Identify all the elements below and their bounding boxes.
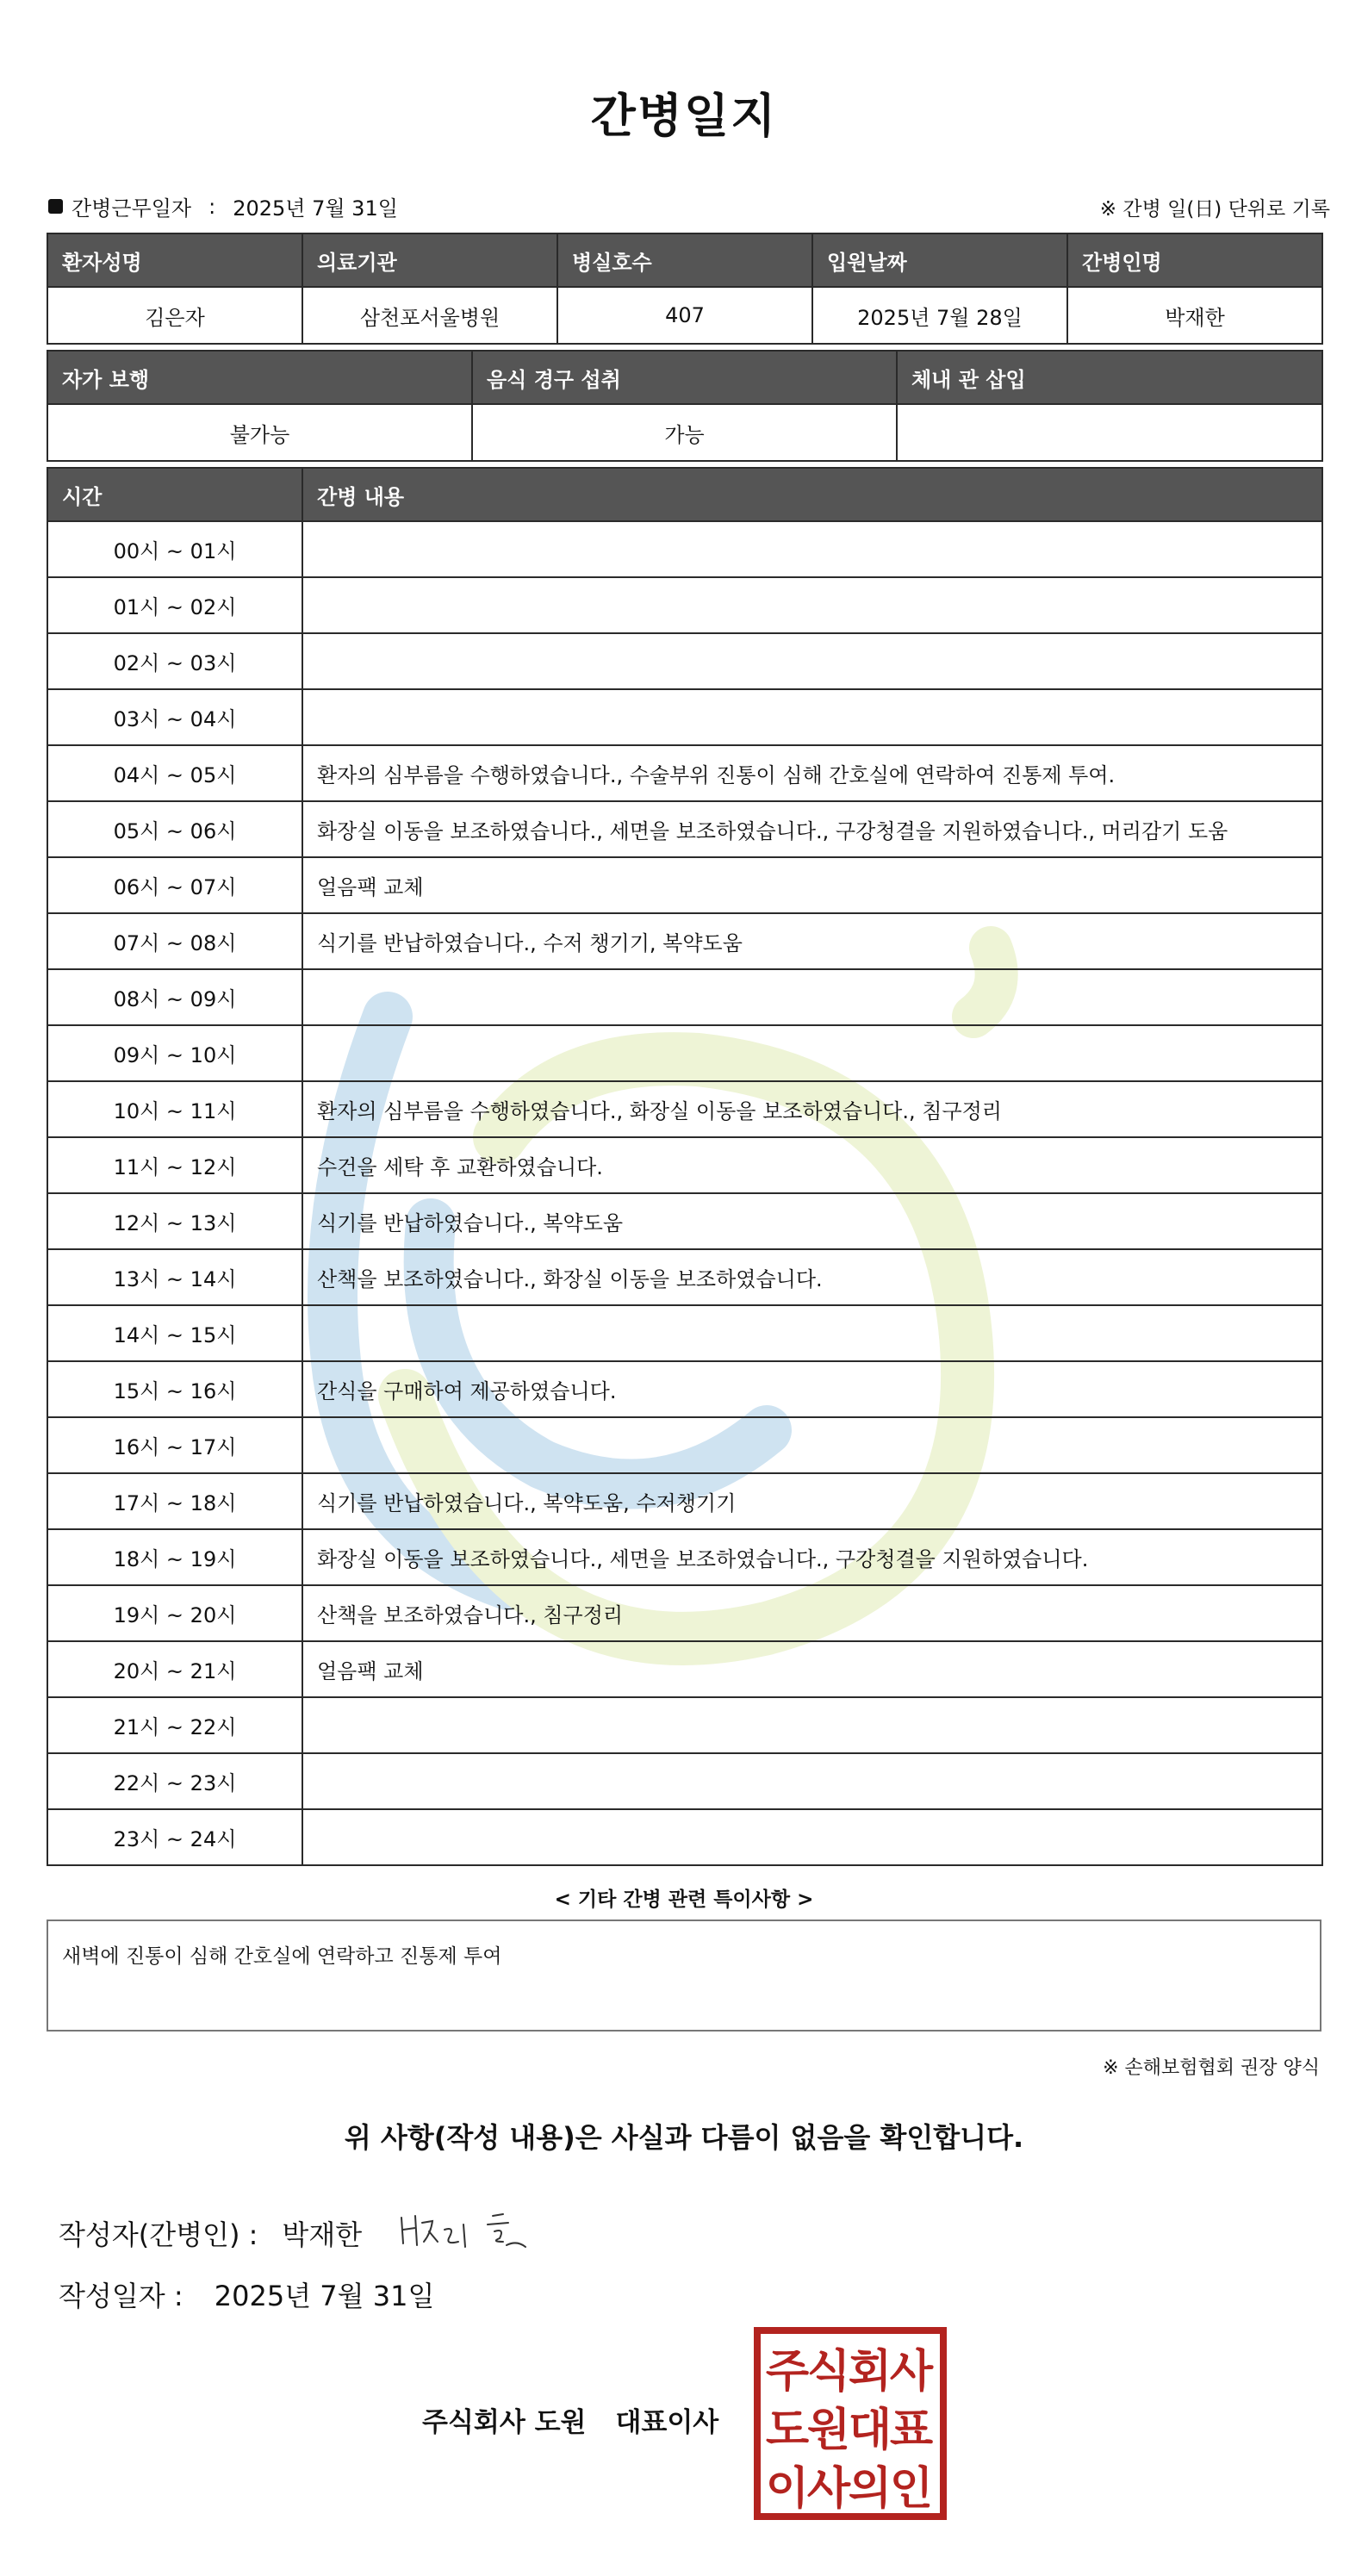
care-date-separator: : xyxy=(208,194,216,219)
care-log-row xyxy=(47,801,1322,857)
time-slot: 23시 ~ 24시 xyxy=(47,1809,302,1865)
care-content xyxy=(302,1025,1322,1081)
care-content xyxy=(302,633,1322,689)
care-date-value: 2025년 7월 31일 xyxy=(233,196,398,221)
time-slot: 16시 ~ 17시 xyxy=(47,1417,302,1473)
company-name: 주식회사 도원 xyxy=(422,2407,587,2438)
patient-condition-table xyxy=(47,350,1323,462)
time-slot: 09시 ~ 10시 xyxy=(47,1025,302,1081)
svg-text:의: 의 xyxy=(848,2463,892,2515)
company-row xyxy=(422,2400,718,2439)
daily-record-note: ※ 간병 일(日) 단위로 기록 xyxy=(1099,198,1330,221)
writer-row xyxy=(59,2207,543,2259)
header-institution: 의료기관 xyxy=(302,233,557,287)
care-log-header-row xyxy=(47,468,1322,521)
time-slot: 17시 ~ 18시 xyxy=(47,1473,302,1529)
care-log-row xyxy=(47,689,1322,745)
time-slot: 13시 ~ 14시 xyxy=(47,1249,302,1305)
care-content xyxy=(302,577,1322,633)
care-log-row xyxy=(47,745,1322,801)
company-seal-stamp xyxy=(753,2326,948,2521)
time-slot: 04시 ~ 05시 xyxy=(47,745,302,801)
care-log-row xyxy=(47,633,1322,689)
care-content xyxy=(302,1809,1322,1865)
handwritten-signature xyxy=(396,2207,543,2259)
page-title: 간병일지 xyxy=(590,89,778,143)
care-log-row xyxy=(47,577,1322,633)
representative-title: 대표이사 xyxy=(615,2407,719,2438)
svg-text:이: 이 xyxy=(765,2463,810,2515)
form-source-note: ※ 손해보험협회 권장 양식 xyxy=(1103,2057,1320,2079)
time-slot: 06시 ~ 07시 xyxy=(47,857,302,913)
care-log-row xyxy=(47,1753,1322,1809)
writer-name: 박재한 xyxy=(282,2218,363,2251)
care-content: 환자의 심부름을 수행하였습니다., 수술부위 진통이 심해 간호실에 연락하여 진통제 투여. xyxy=(302,745,1322,801)
svg-text:대: 대 xyxy=(848,2405,892,2456)
header-care-content: 간병 내용 xyxy=(302,468,1322,521)
header-tube-insertion: 체내 관 삽입 xyxy=(897,351,1322,404)
time-slot: 05시 ~ 06시 xyxy=(47,801,302,857)
care-content: 환자의 심부름을 수행하였습니다., 화장실 이동을 보조하였습니다., 침구정리 xyxy=(302,1081,1322,1137)
special-notes-content: 새벽에 진통이 심해 간호실에 연락하고 진통제 투여 xyxy=(62,1945,502,1968)
svg-text:사: 사 xyxy=(889,2346,934,2398)
institution-value: 삼천포서울병원 xyxy=(302,287,557,344)
time-slot: 22시 ~ 23시 xyxy=(47,1753,302,1809)
care-content: 식기를 반납하였습니다., 수저 챙기기, 복약도움 xyxy=(302,913,1322,969)
care-content: 산책을 보조하였습니다., 침구정리 xyxy=(302,1585,1322,1641)
care-log-row xyxy=(47,1585,1322,1641)
care-log-row xyxy=(47,1081,1322,1137)
care-content: 식기를 반납하였습니다., 복약도움, 수저챙기기 xyxy=(302,1473,1322,1529)
svg-text:주: 주 xyxy=(765,2346,810,2398)
header-caregiver-name: 간병인명 xyxy=(1067,233,1322,287)
care-log-row xyxy=(47,1641,1322,1697)
care-content xyxy=(302,521,1322,577)
written-date-label: 작성일자 : xyxy=(59,2280,183,2312)
care-date-row xyxy=(48,191,398,221)
care-log-row xyxy=(47,857,1322,913)
caregiver-name-value: 박재한 xyxy=(1067,287,1322,344)
time-slot: 20시 ~ 21시 xyxy=(47,1641,302,1697)
care-log-row xyxy=(47,1249,1322,1305)
time-slot: 01시 ~ 02시 xyxy=(47,577,302,633)
care-log-row xyxy=(47,1417,1322,1473)
header-room-number: 병실호수 xyxy=(557,233,812,287)
care-log-row xyxy=(47,1025,1322,1081)
care-log-row xyxy=(47,1473,1322,1529)
room-number-value: 407 xyxy=(557,287,812,344)
care-log-row xyxy=(47,913,1322,969)
care-content: 얼음팩 교체 xyxy=(302,1641,1322,1697)
care-content: 간식을 구매하여 제공하였습니다. xyxy=(302,1361,1322,1417)
patient-value-row xyxy=(47,287,1322,344)
time-slot: 00시 ~ 01시 xyxy=(47,521,302,577)
time-slot: 07시 ~ 08시 xyxy=(47,913,302,969)
time-slot: 12시 ~ 13시 xyxy=(47,1193,302,1249)
svg-text:원: 원 xyxy=(806,2405,851,2456)
self-walking-value: 불가능 xyxy=(47,404,472,461)
care-content: 화장실 이동을 보조하였습니다., 세면을 보조하였습니다., 구강청결을 지원하였습니다., 머리감기 도움 xyxy=(302,801,1322,857)
care-content: 산책을 보조하였습니다., 화장실 이동을 보조하였습니다. xyxy=(302,1249,1322,1305)
care-content: 수건을 세탁 후 교환하였습니다. xyxy=(302,1137,1322,1193)
care-content xyxy=(302,1697,1322,1753)
svg-text:식: 식 xyxy=(806,2346,851,2398)
svg-text:도: 도 xyxy=(765,2405,810,2456)
care-log-row xyxy=(47,1305,1322,1361)
condition-header-row xyxy=(47,351,1322,404)
time-slot: 21시 ~ 22시 xyxy=(47,1697,302,1753)
condition-value-row xyxy=(47,404,1322,461)
time-slot: 03시 ~ 04시 xyxy=(47,689,302,745)
care-content xyxy=(302,689,1322,745)
svg-text:회: 회 xyxy=(848,2346,892,2398)
care-log-row xyxy=(47,1697,1322,1753)
patient-name-value: 김은자 xyxy=(47,287,302,344)
care-log-row xyxy=(47,1809,1322,1865)
care-content: 화장실 이동을 보조하였습니다., 세면을 보조하였습니다., 구강청결을 지원하였습니다. xyxy=(302,1529,1322,1585)
header-admission-date: 입원날짜 xyxy=(812,233,1067,287)
square-bullet-icon xyxy=(48,199,63,214)
care-log-table xyxy=(47,467,1323,1866)
care-content xyxy=(302,1753,1322,1809)
care-log-row xyxy=(47,1193,1322,1249)
time-slot: 15시 ~ 16시 xyxy=(47,1361,302,1417)
header-oral-intake: 음식 경구 섭취 xyxy=(472,351,897,404)
time-slot: 19시 ~ 20시 xyxy=(47,1585,302,1641)
oral-intake-value: 가능 xyxy=(472,404,897,461)
header-patient-name: 환자성명 xyxy=(47,233,302,287)
time-slot: 18시 ~ 19시 xyxy=(47,1529,302,1585)
svg-text:인: 인 xyxy=(889,2463,934,2515)
svg-text:표: 표 xyxy=(889,2405,934,2456)
written-date-value: 2025년 7월 31일 xyxy=(214,2280,435,2312)
care-log-body xyxy=(47,521,1322,1865)
svg-text:사: 사 xyxy=(806,2463,851,2515)
admission-date-value: 2025년 7월 28일 xyxy=(812,287,1067,344)
special-notes-box xyxy=(47,1920,1321,2032)
care-log-row xyxy=(47,521,1322,577)
care-log-row xyxy=(47,1361,1322,1417)
care-log-row xyxy=(47,969,1322,1025)
time-slot: 02시 ~ 03시 xyxy=(47,633,302,689)
care-content xyxy=(302,1417,1322,1473)
writer-label: 작성자(간병인) : xyxy=(59,2218,258,2251)
care-content xyxy=(302,1305,1322,1361)
time-slot: 08시 ~ 09시 xyxy=(47,969,302,1025)
time-slot: 11시 ~ 12시 xyxy=(47,1137,302,1193)
patient-info-table xyxy=(47,233,1323,345)
care-content xyxy=(302,969,1322,1025)
patient-header-row xyxy=(47,233,1322,287)
tube-insertion-value xyxy=(897,404,1322,461)
care-content: 얼음팩 교체 xyxy=(302,857,1322,913)
care-log-row xyxy=(47,1529,1322,1585)
header-time: 시간 xyxy=(47,468,302,521)
header-self-walking: 자가 보행 xyxy=(47,351,472,404)
confirmation-statement: 위 사항(작성 내용)은 사실과 다름이 없음을 확인합니다. xyxy=(344,2121,1024,2154)
care-content: 식기를 반납하였습니다., 복약도움 xyxy=(302,1193,1322,1249)
written-date-row xyxy=(59,2274,434,2314)
time-slot: 14시 ~ 15시 xyxy=(47,1305,302,1361)
special-notes-title: < 기타 간병 관련 특이사항 > xyxy=(554,1888,814,1911)
care-date-label: 간병근무일자 xyxy=(72,196,192,221)
care-log-row xyxy=(47,1137,1322,1193)
time-slot: 10시 ~ 11시 xyxy=(47,1081,302,1137)
